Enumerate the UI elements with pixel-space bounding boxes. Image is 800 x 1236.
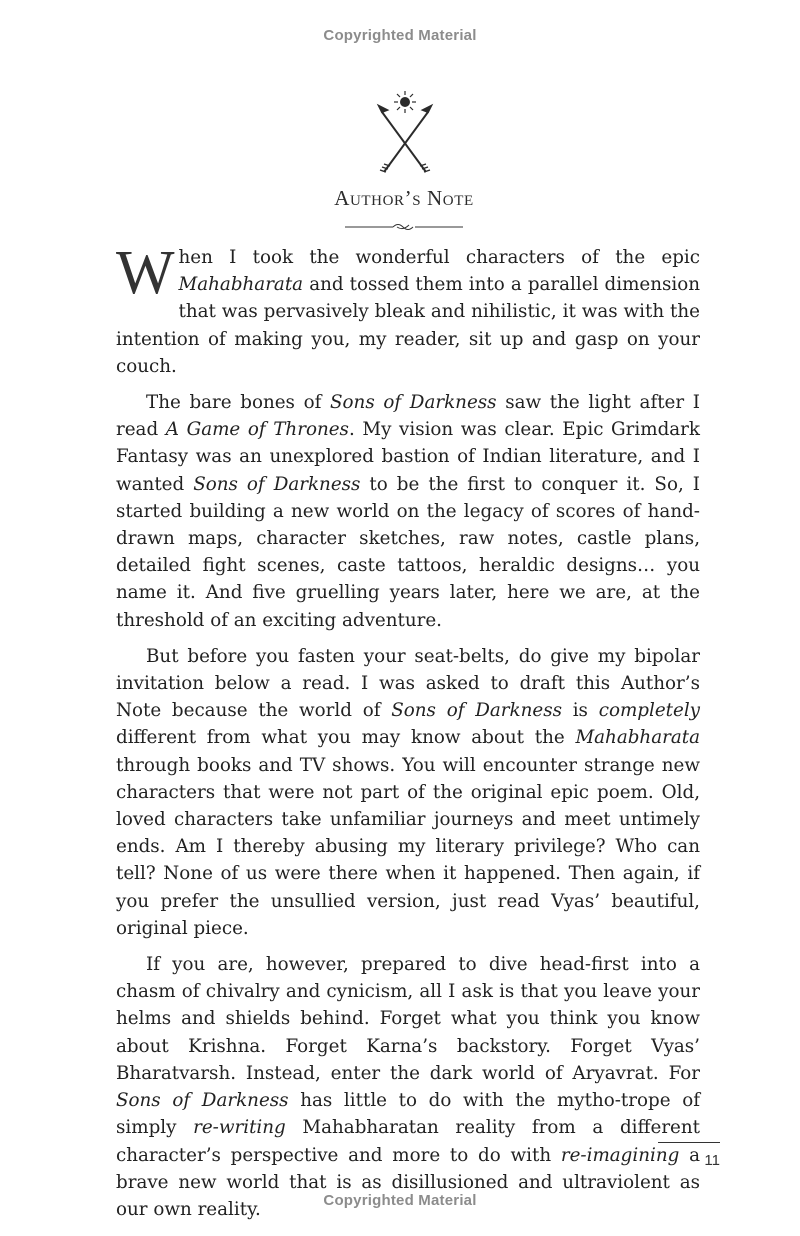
text-run: But before you fasten your seat-belts, do give my bipolar invitation below a read. I was asked to draft this Author’s Note because the world of <box>116 645 700 722</box>
text-run: is <box>561 700 599 722</box>
italic-run: A Game of Thrones <box>165 419 349 441</box>
italic-run: Sons of Darkness <box>116 1090 289 1112</box>
paragraph-4 <box>116 951 700 1223</box>
text-run: has little to do with the mytho-trope of simply <box>116 1090 700 1139</box>
drop-cap: W <box>116 239 175 307</box>
sun-icon <box>394 91 416 113</box>
text-run: a brave new world that is as disillusioned and ultraviolent as our own reality. <box>116 1144 700 1220</box>
page-number-rule <box>658 1142 720 1143</box>
crescent-moon-icon <box>370 130 440 148</box>
paragraph-1 <box>116 239 700 380</box>
italic-run: completely <box>598 700 700 722</box>
italic-run: Sons of Darkness <box>330 392 497 414</box>
italic-run: re-imagining <box>560 1144 680 1166</box>
text-run: saw the light after I read <box>116 392 700 441</box>
text-run: Mahabharatan reality from a different character’s perspective and more to do with <box>116 1117 700 1166</box>
text-run: to be the first to conquer it. So, I started building a new world on the legacy of scores of hand-drawn maps, character sketches, raw notes, castle plans, detailed fight scenes, caste tattoos, heraldic designs… you name it. And five gruelling years later, here we are, at the threshold of an exciting adventure. <box>116 473 700 631</box>
text-run: through books and TV shows. You will encounter strange new characters that were not part of the original epic poem. Old, loved characters take unfamiliar journeys and meet untimely ends. Am I thereby abusing my literary privilege? Who can tell? None of us were there when it happened. Then again, if you prefer the unsullied version, just read Vyas’ beautiful, original piece. <box>116 754 700 939</box>
flourish-divider-icon <box>345 221 463 233</box>
body-text <box>116 239 700 1232</box>
chapter-title: Author’s Note <box>334 186 474 210</box>
crossed-arrows-icon <box>379 106 431 172</box>
copyright-watermark-top: Copyrighted Material <box>323 27 477 44</box>
chapter-emblem <box>370 90 440 182</box>
copyright-watermark-bottom: Copyrighted Material <box>323 1192 477 1209</box>
italic-run: Mahabharata <box>178 274 304 296</box>
text-run: hen I took the wonderful characters of the epic <box>178 247 700 268</box>
text-run: If you are, however, prepared to dive head-first into a chasm of chivalry and cynicism, all I ask is that you leave your helms and shields behind. Forget what you think you know about Krishna. Forget Karna’s backstory. Forget Vyas’ Bharatvarsh. Instead, enter the dark world of Aryavrat. For <box>116 954 700 1084</box>
text-run: different from what you may know about the <box>116 727 576 749</box>
text-run: and tossed them into a parallel dimension that was pervasively bleak and nihilistic, it was with the intention of making you, my reader, sit up and gasp on your couch. <box>116 274 700 377</box>
italic-run: Sons of Darkness <box>391 700 562 722</box>
paragraph-2 <box>116 389 700 634</box>
italic-run: Sons of Darkness <box>193 473 361 495</box>
page-number: 11 <box>704 1152 720 1169</box>
text-run: The bare bones of <box>146 392 331 414</box>
italic-run: Mahabharata <box>575 727 700 749</box>
paragraph-3 <box>116 643 700 942</box>
text-run: . My vision was clear. Epic Grimdark Fantasy was an unexplored bastion of Indian literature, and I wanted <box>116 419 700 495</box>
italic-run: re-writing <box>193 1117 286 1139</box>
